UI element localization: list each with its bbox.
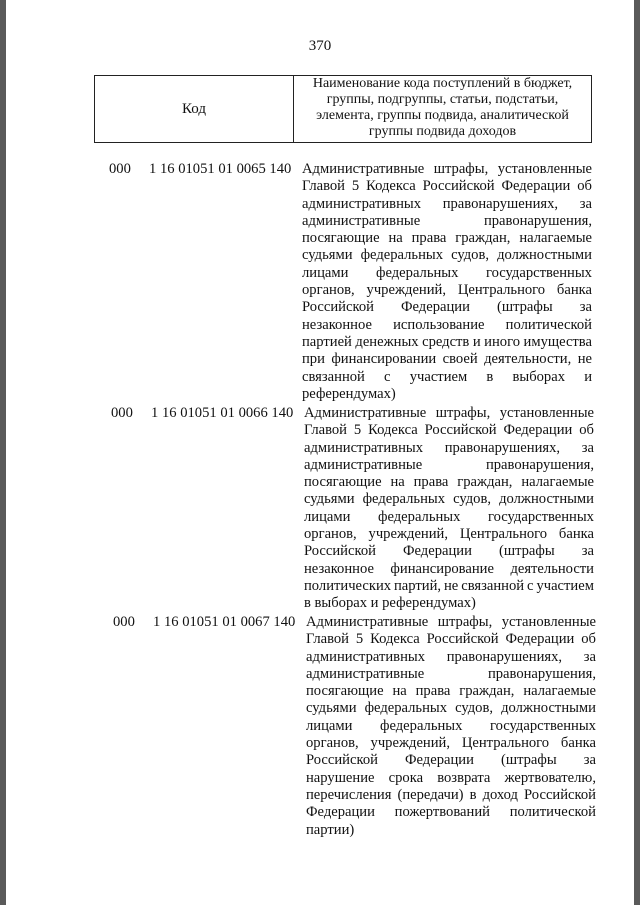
- word: права: [413, 474, 449, 491]
- word: деятельности,: [484, 351, 572, 368]
- word: административных: [306, 648, 425, 665]
- description-line: [306, 631, 596, 648]
- word: финансирование: [390, 560, 494, 577]
- description-line: [302, 178, 592, 195]
- word: за: [583, 648, 596, 665]
- word: на: [388, 230, 403, 247]
- word: с: [527, 577, 534, 594]
- word: учреждений,: [370, 735, 451, 752]
- word: участием: [409, 368, 468, 385]
- description-line: [306, 718, 596, 735]
- description-line: [306, 804, 596, 821]
- word: должностными: [497, 247, 592, 264]
- word: Российской: [426, 631, 499, 648]
- word: на: [390, 474, 405, 491]
- description-line: [306, 787, 596, 804]
- word: административных: [302, 195, 421, 212]
- word: (штрафы: [500, 752, 557, 769]
- word: в: [469, 786, 477, 803]
- description-line: [306, 683, 596, 700]
- word: перечисления: [306, 786, 392, 803]
- word: правонарушениях,: [442, 195, 559, 212]
- word: налагаемые: [523, 683, 596, 700]
- word: Федерации: [503, 422, 573, 439]
- description-line: [306, 666, 596, 683]
- word: органов,: [304, 526, 357, 543]
- word: Федерации: [404, 752, 474, 769]
- word: должностными: [501, 700, 596, 717]
- word: федеральных: [360, 247, 443, 264]
- description-line: [302, 334, 592, 351]
- word: Федерации: [306, 804, 375, 821]
- description-line: партии): [306, 821, 355, 838]
- word: Федерации: [505, 631, 575, 648]
- word: Административные: [304, 405, 427, 421]
- word: связанной: [302, 368, 365, 385]
- word: имущества: [523, 333, 592, 350]
- word: должностными: [499, 491, 594, 508]
- description-line: [306, 614, 596, 631]
- word: граждан,: [457, 474, 513, 491]
- word: участием: [536, 577, 594, 594]
- word: 5: [355, 631, 364, 648]
- word: Федерации: [400, 299, 470, 316]
- table-header: [94, 75, 592, 143]
- description-line: [304, 440, 594, 457]
- word: Главой: [306, 631, 349, 648]
- word: Российской: [302, 299, 374, 316]
- description-line: [306, 649, 596, 666]
- header-name-line: группы подвида доходов: [368, 124, 517, 139]
- word: лицами: [304, 508, 351, 525]
- word: Федерации: [402, 543, 472, 560]
- word: штрафы,: [435, 405, 491, 421]
- word: с: [384, 368, 391, 385]
- word: жертвователю,: [504, 769, 596, 786]
- word: об: [579, 422, 594, 439]
- header-name-line: группы, подгруппы, статьи, подстатьи,: [326, 92, 559, 107]
- word: Административные: [306, 614, 429, 630]
- word: налагаемые: [521, 474, 594, 491]
- word: правонарушения,: [483, 212, 592, 229]
- word: Российской: [424, 422, 497, 439]
- word: политических: [304, 577, 392, 594]
- header-name-line: Наименование кода поступлений в бюджет,: [312, 76, 573, 91]
- word: за: [581, 439, 594, 456]
- word: Центрального: [461, 735, 550, 752]
- description-line: [302, 317, 592, 334]
- word: Российской: [524, 786, 596, 803]
- word: не: [443, 577, 459, 594]
- word: федеральных: [378, 508, 461, 525]
- description-line: [304, 422, 594, 439]
- description-line: [304, 578, 594, 595]
- word: деятельности: [510, 560, 594, 577]
- word: Главой: [302, 178, 345, 195]
- word: федеральных: [380, 717, 463, 734]
- word: штрафы,: [433, 161, 489, 177]
- word: Центрального: [459, 526, 548, 543]
- word: судьями: [304, 491, 355, 508]
- description-line: [304, 561, 594, 578]
- income-code: 1 16 01051 01 0067 140: [153, 614, 296, 630]
- word: (штрафы: [498, 543, 555, 560]
- word: банка: [558, 526, 594, 543]
- word: иного: [484, 333, 521, 350]
- admin-code: 000: [113, 614, 135, 630]
- word: федеральных: [376, 264, 459, 281]
- word: об: [577, 178, 592, 195]
- word: судов,: [453, 491, 492, 508]
- word: Административные: [302, 161, 425, 177]
- word: Кодекса: [368, 422, 418, 439]
- description-line: [302, 247, 592, 264]
- word: судьями: [306, 700, 357, 717]
- word: связанной: [461, 577, 525, 594]
- description-line: [306, 770, 596, 787]
- description-line: [302, 351, 592, 368]
- description-line: [302, 282, 592, 299]
- word: и: [584, 368, 592, 385]
- word: 5: [353, 422, 362, 439]
- word: административные: [304, 456, 423, 473]
- word: срока: [388, 769, 424, 786]
- word: правонарушениях,: [444, 439, 561, 456]
- word: Российской: [306, 752, 378, 769]
- income-code: 1 16 01051 01 0066 140: [151, 405, 294, 421]
- word: не: [577, 351, 592, 368]
- word: правонарушениях,: [446, 648, 563, 665]
- word: Главой: [304, 422, 347, 439]
- word: доход: [482, 786, 518, 803]
- word: посягающие: [306, 683, 384, 700]
- word: установленные: [497, 161, 592, 177]
- word: об: [581, 631, 596, 648]
- word: на: [392, 683, 407, 700]
- word: партий,: [394, 577, 442, 594]
- word: средств: [422, 333, 470, 350]
- income-code: 1 16 01051 01 0065 140: [149, 161, 292, 177]
- word: государственных: [487, 508, 594, 525]
- income-description: [306, 614, 596, 839]
- word: финансировании: [331, 351, 437, 368]
- word: за: [579, 299, 592, 316]
- word: Центрального: [457, 282, 546, 299]
- word: административные: [302, 212, 421, 229]
- word: граждан,: [459, 683, 515, 700]
- header-name-line: элемента, группы подвида, аналитической: [316, 108, 569, 123]
- word: незаконное: [302, 316, 372, 333]
- description-line: [306, 735, 596, 752]
- word: Российской: [422, 178, 495, 195]
- word: права: [415, 683, 451, 700]
- word: судьями: [302, 247, 353, 264]
- description-line: в выборах и референдумах): [304, 595, 476, 612]
- description-line: [302, 230, 592, 247]
- word: пожертвований: [394, 804, 490, 821]
- word: партией: [302, 333, 352, 350]
- page-number: 370: [308, 38, 332, 54]
- description-line: [302, 196, 592, 213]
- word: лицами: [302, 264, 349, 281]
- word: государственных: [485, 264, 592, 281]
- word: лицами: [306, 717, 353, 734]
- description-line: [304, 474, 594, 491]
- description-line: [302, 161, 592, 178]
- income-description: [302, 161, 592, 403]
- admin-code: 000: [111, 405, 133, 421]
- word: своей: [442, 351, 478, 368]
- word: нарушение: [306, 769, 375, 786]
- header-code-label: Код: [182, 100, 206, 117]
- word: Российской: [304, 543, 376, 560]
- word: банка: [556, 282, 592, 299]
- word: (штрафы: [496, 299, 553, 316]
- description-line: референдумах): [302, 385, 396, 402]
- word: федеральных: [362, 491, 445, 508]
- word: за: [583, 752, 596, 769]
- word: права: [411, 230, 447, 247]
- description-line: [304, 491, 594, 508]
- word: денежных: [355, 333, 419, 350]
- document-page: [6, 0, 634, 905]
- word: административные: [306, 665, 425, 682]
- word: в: [486, 368, 494, 385]
- word: Кодекса: [366, 178, 416, 195]
- word: штрафы,: [437, 614, 493, 630]
- word: судов,: [451, 247, 490, 264]
- income-description: [304, 405, 594, 613]
- word: налагаемые: [519, 230, 592, 247]
- word: при: [302, 351, 325, 368]
- word: посягающие: [304, 474, 382, 491]
- word: и: [472, 333, 481, 350]
- description-line: [302, 265, 592, 282]
- word: банка: [560, 735, 596, 752]
- word: учреждений,: [368, 526, 449, 543]
- word: Федерации: [501, 178, 571, 195]
- word: органов,: [302, 282, 355, 299]
- word: возврата: [437, 769, 491, 786]
- word: политической: [505, 316, 592, 333]
- word: установленные: [499, 405, 594, 421]
- description-line: [306, 752, 596, 769]
- word: выборах: [512, 368, 565, 385]
- word: за: [581, 543, 594, 560]
- word: органов,: [306, 735, 359, 752]
- word: граждан,: [455, 230, 511, 247]
- description-line: [306, 700, 596, 717]
- word: правонарушения,: [487, 665, 596, 682]
- admin-code: 000: [109, 161, 131, 177]
- word: 5: [351, 178, 360, 195]
- description-line: [302, 213, 592, 230]
- word: Кодекса: [370, 631, 420, 648]
- word: использование: [393, 316, 485, 333]
- word: административных: [304, 439, 423, 456]
- description-line: [304, 405, 594, 422]
- description-line: [304, 457, 594, 474]
- word: (передачи): [397, 786, 464, 803]
- word: судов,: [455, 700, 494, 717]
- word: государственных: [489, 717, 596, 734]
- word: незаконное: [304, 560, 374, 577]
- word: установленные: [501, 614, 596, 630]
- description-line: [304, 543, 594, 560]
- word: правонарушения,: [485, 456, 594, 473]
- word: посягающие: [302, 230, 380, 247]
- description-line: [304, 526, 594, 543]
- description-line: [302, 369, 592, 386]
- header-name-label: [294, 76, 591, 142]
- description-line: [304, 509, 594, 526]
- word: политической: [509, 804, 596, 821]
- word: учреждений,: [366, 282, 447, 299]
- word: за: [579, 195, 592, 212]
- word: федеральных: [364, 700, 447, 717]
- description-line: [302, 299, 592, 316]
